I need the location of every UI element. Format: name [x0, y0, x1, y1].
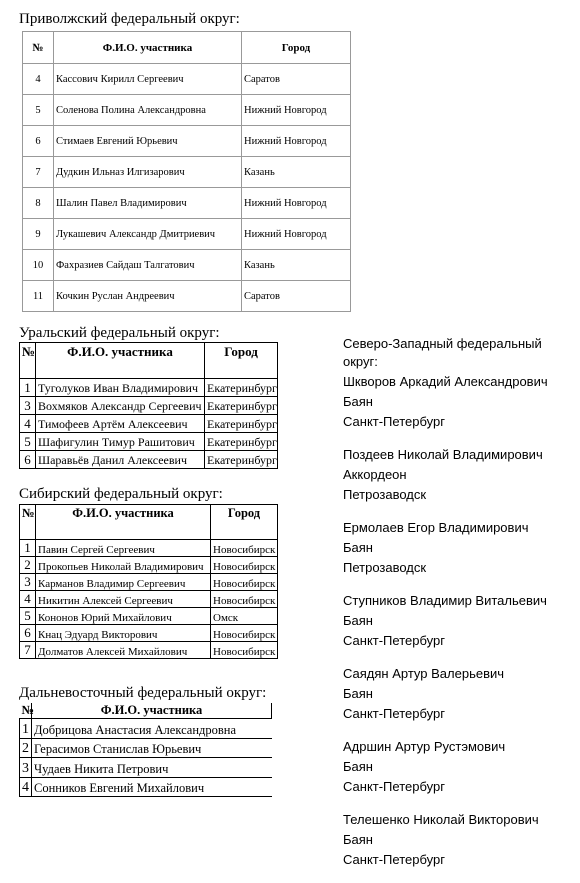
table-row	[20, 379, 278, 397]
row-name: Павин Сергей Сергеевич	[36, 540, 211, 557]
row-name: Чудаев Никита Петрович	[32, 758, 272, 778]
table-row	[20, 625, 278, 642]
row-num: 6	[23, 126, 54, 157]
row-city: Казань	[242, 157, 351, 188]
column-header-city: Город	[205, 343, 278, 379]
column-header-name: Ф.И.О. участника	[54, 32, 242, 64]
row-city: Екатеринбург	[205, 415, 278, 433]
participant-instrument: Баян	[343, 759, 373, 774]
table-row	[20, 608, 278, 625]
participant-name: Адршин Артур Рустэмович	[343, 739, 506, 754]
row-city: Екатеринбург	[205, 433, 278, 451]
row-num: 6	[20, 451, 36, 469]
column-header-num: №	[20, 343, 36, 379]
table-row	[20, 415, 278, 433]
row-name: Сонников Евгений Михайлович	[32, 777, 272, 797]
row-city: Казань	[242, 250, 351, 281]
participant-city: Петрозаводск	[343, 487, 427, 502]
table-row	[23, 281, 351, 312]
row-city: Нижний Новгород	[242, 219, 351, 250]
row-name: Стимаев Евгений Юрьевич	[54, 126, 242, 157]
participant-city: Санкт-Петербург	[343, 779, 445, 794]
row-city: Новосибирск	[211, 557, 278, 574]
participant-city: Петрозаводск	[343, 560, 427, 575]
row-num: 5	[23, 95, 54, 126]
participant-instrument: Баян	[343, 540, 373, 555]
list-item	[343, 591, 578, 651]
row-num: 11	[23, 281, 54, 312]
table-row	[20, 574, 278, 591]
row-city: Новосибирск	[211, 625, 278, 642]
table-row	[20, 397, 278, 415]
table-row	[23, 219, 351, 250]
column-header-name: Ф.И.О. участника	[36, 343, 205, 379]
row-name: Кочкин Руслан Андреевич	[54, 281, 242, 312]
row-num: 7	[20, 642, 36, 659]
row-city: Саратов	[242, 281, 351, 312]
column-header-num: №	[21, 703, 35, 717]
row-num: 9	[23, 219, 54, 250]
row-name: Шаравьёв Данил Алексеевич	[36, 451, 205, 469]
participant-city: Санкт-Петербург	[343, 414, 445, 429]
row-num: 10	[23, 250, 54, 281]
row-city: Новосибирск	[211, 540, 278, 557]
participant-city: Санкт-Петербург	[343, 633, 445, 648]
row-name: Дудкин Ильназ Илгизарович	[54, 157, 242, 188]
participant-city: Санкт-Петербург	[343, 706, 445, 721]
participant-instrument: Баян	[343, 394, 373, 409]
row-num: 2	[20, 557, 36, 574]
column-header-name: Ф.И.О. участника	[32, 703, 272, 719]
row-num: 3	[20, 574, 36, 591]
sibirsky-table	[19, 504, 278, 659]
table-row	[20, 719, 272, 739]
table-row	[23, 64, 351, 95]
participant-name: Саядян Артур Валерьевич	[343, 666, 505, 681]
participant-name: Телешенко Николай Викторович	[343, 812, 539, 827]
row-name: Тимофеев Артём Алексеевич	[36, 415, 205, 433]
row-num: 8	[23, 188, 54, 219]
row-name: Туголуков Иван Владимирович	[36, 379, 205, 397]
row-name: Кассович Кирилл Сергеевич	[54, 64, 242, 95]
table-row	[20, 642, 278, 659]
row-num: 1	[20, 719, 32, 739]
row-num: 4	[20, 415, 36, 433]
row-num: 3	[20, 758, 32, 778]
row-city: Саратов	[242, 64, 351, 95]
row-num: 4	[20, 591, 36, 608]
row-num: 4	[23, 64, 54, 95]
list-item	[343, 737, 578, 797]
table-row	[20, 557, 278, 574]
row-city: Новосибирск	[211, 591, 278, 608]
row-name: Соленова Полина Александровна	[54, 95, 242, 126]
participant-name: Ступников Владимир Витальевич	[343, 593, 547, 608]
participant-instrument: Аккордеон	[343, 467, 407, 482]
participant-name: Шкворов Аркадий Александрович	[343, 374, 548, 389]
table-row	[23, 157, 351, 188]
list-item	[343, 372, 578, 432]
table-row	[23, 188, 351, 219]
table-row	[20, 433, 278, 451]
table-row	[20, 540, 278, 557]
row-name: Фахразиев Сайдаш Талгатович	[54, 250, 242, 281]
row-num: 3	[20, 397, 36, 415]
row-name: Вохмяков Александр Сергеевич	[36, 397, 205, 415]
participant-name: Ермолаев Егор Владимирович	[343, 520, 529, 535]
privolzhsky-heading: Приволжский федеральный округ:	[19, 11, 240, 27]
uralsky-heading: Уральский федеральный округ:	[19, 325, 220, 341]
severo-zapadny-heading: Северо-Западный федеральный округ:	[343, 336, 542, 369]
row-name: Никитин Алексей Сергеевич	[36, 591, 211, 608]
row-num: 6	[20, 625, 36, 642]
uralsky-table	[19, 342, 278, 469]
table-row	[20, 777, 272, 797]
list-item	[343, 445, 578, 505]
row-city: Екатеринбург	[205, 451, 278, 469]
list-item	[343, 518, 578, 578]
column-header-city: Город	[211, 505, 278, 540]
row-num: 1	[20, 379, 36, 397]
row-city: Новосибирск	[211, 642, 278, 659]
row-name: Герасимов Станислав Юрьевич	[32, 738, 272, 758]
column-header-num: №	[23, 32, 54, 64]
table-row	[23, 250, 351, 281]
row-name: Добрицова Анастасия Александровна	[32, 719, 272, 739]
row-num: 4	[20, 777, 32, 797]
dalnevostochny-table	[19, 703, 272, 797]
row-name: Долматов Алексей Михайлович	[36, 642, 211, 659]
table-row	[23, 126, 351, 157]
column-header-name: Ф.И.О. участника	[36, 505, 211, 540]
row-num: 5	[20, 608, 36, 625]
row-city: Екатеринбург	[205, 379, 278, 397]
participant-instrument: Баян	[343, 832, 373, 847]
participant-city: Санкт-Петербург	[343, 852, 445, 867]
row-num: 2	[20, 738, 32, 758]
row-city: Нижний Новгород	[242, 126, 351, 157]
list-item	[343, 810, 578, 870]
row-city: Нижний Новгород	[242, 95, 351, 126]
table-row	[23, 95, 351, 126]
row-city: Новосибирск	[211, 574, 278, 591]
table-row	[20, 738, 272, 758]
row-name: Кононов Юрий Михайлович	[36, 608, 211, 625]
column-header-city: Город	[242, 32, 351, 64]
table-row	[20, 758, 272, 778]
participant-instrument: Баян	[343, 686, 373, 701]
table-row	[20, 451, 278, 469]
dalnevostochny-heading: Дальневосточный федеральный округ:	[19, 685, 267, 701]
list-item	[343, 664, 578, 724]
row-name: Шалин Павел Владимирович	[54, 188, 242, 219]
participant-name: Поздеев Николай Владимирович	[343, 447, 543, 462]
row-name: Карманов Владимир Сергеевич	[36, 574, 211, 591]
row-name: Кнац Эдуард Викторович	[36, 625, 211, 642]
row-city: Омск	[211, 608, 278, 625]
row-city: Нижний Новгород	[242, 188, 351, 219]
row-name: Шафигулин Тимур Рашитович	[36, 433, 205, 451]
privolzhsky-table	[22, 31, 351, 312]
table-row	[20, 591, 278, 608]
column-header-num: №	[20, 505, 36, 540]
severo-zapadny-section	[343, 334, 578, 883]
row-name: Прокопьев Николай Владимирович	[36, 557, 211, 574]
row-name: Лукашевич Александр Дмитриевич	[54, 219, 242, 250]
row-num: 5	[20, 433, 36, 451]
row-num: 1	[20, 540, 36, 557]
row-city: Екатеринбург	[205, 397, 278, 415]
sibirsky-heading: Сибирский федеральный округ:	[19, 486, 223, 502]
row-num: 7	[23, 157, 54, 188]
participant-instrument: Баян	[343, 613, 373, 628]
